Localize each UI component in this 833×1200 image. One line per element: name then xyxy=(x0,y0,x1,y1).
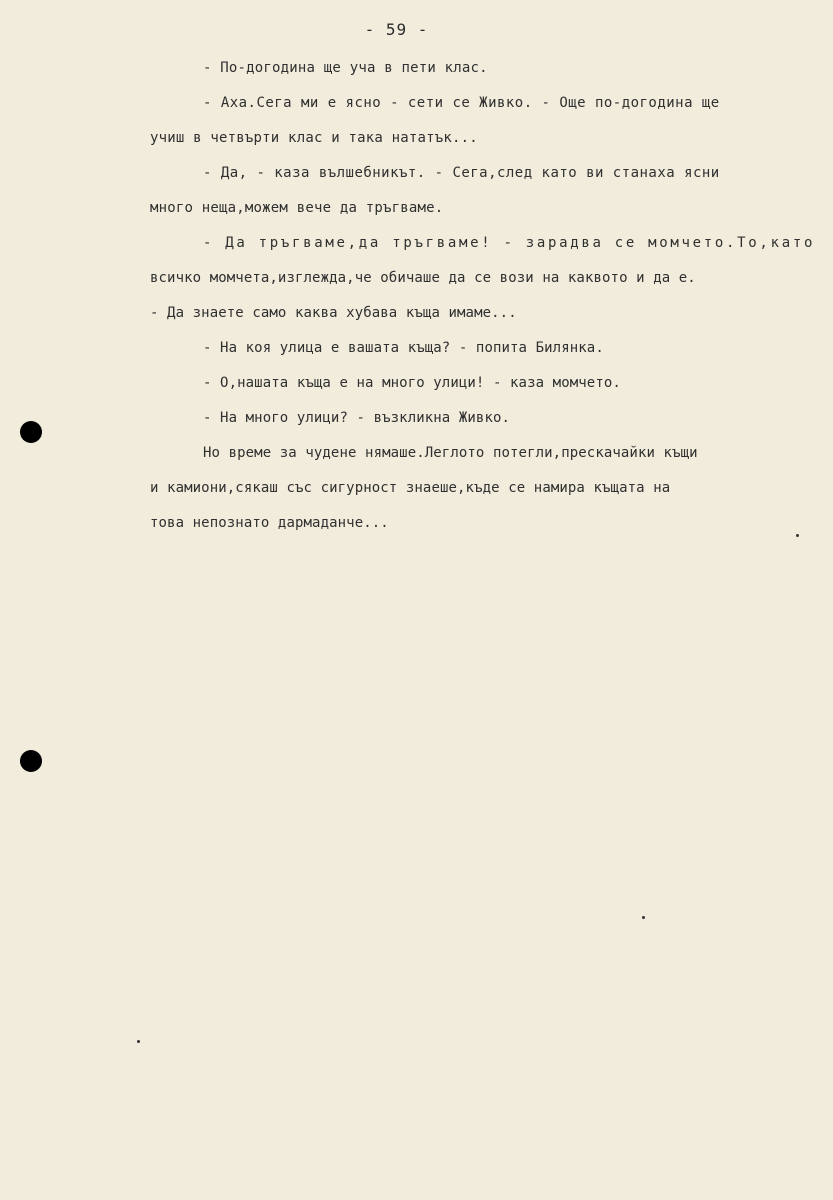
punch-hole-bottom xyxy=(20,750,42,772)
text-line: учиш в четвърти клас и така нататък... xyxy=(150,130,478,146)
text-line: - Да знаете само каква хубава къща имаме... xyxy=(150,305,517,321)
text-line: Но време за чудене нямаше.Леглото потегли,прескачайки къщи xyxy=(203,445,698,461)
text-line: много неща,можем вече да тръгваме. xyxy=(150,200,444,216)
text-line: - О,нашата къща е на много улици! - каза момчето. xyxy=(203,375,621,391)
text-line: - Да, - каза вълшебникът. - Сега,след като ви станаха ясни xyxy=(203,165,720,181)
text-line: - Да тръгваме,да тръгваме! - зарадва се момчето.То,като xyxy=(203,235,816,251)
text-line: - Аха.Сега ми е ясно - сети се Живко. - Още по-догодина ще xyxy=(203,95,720,111)
text-line: - По-догодина ще уча в пети клас. xyxy=(203,60,488,76)
text-line: и камиони,сякаш със сигурност знаеше,къде се намира къщата на xyxy=(150,480,671,496)
text-line: всичко момчета,изглежда,че обичаше да се вози на каквото и да е. xyxy=(150,270,696,286)
paper-speck xyxy=(796,534,799,537)
paper-speck xyxy=(137,1040,140,1043)
text-line: това непознато дармаданче... xyxy=(150,515,389,531)
text-line: - На коя улица е вашата къща? - попита Билянка. xyxy=(203,340,604,356)
paper-speck xyxy=(642,916,645,919)
text-line: - На много улици? - възкликна Живко. xyxy=(203,410,511,426)
punch-hole-top xyxy=(20,421,42,443)
page-number: - 59 - xyxy=(364,20,429,39)
